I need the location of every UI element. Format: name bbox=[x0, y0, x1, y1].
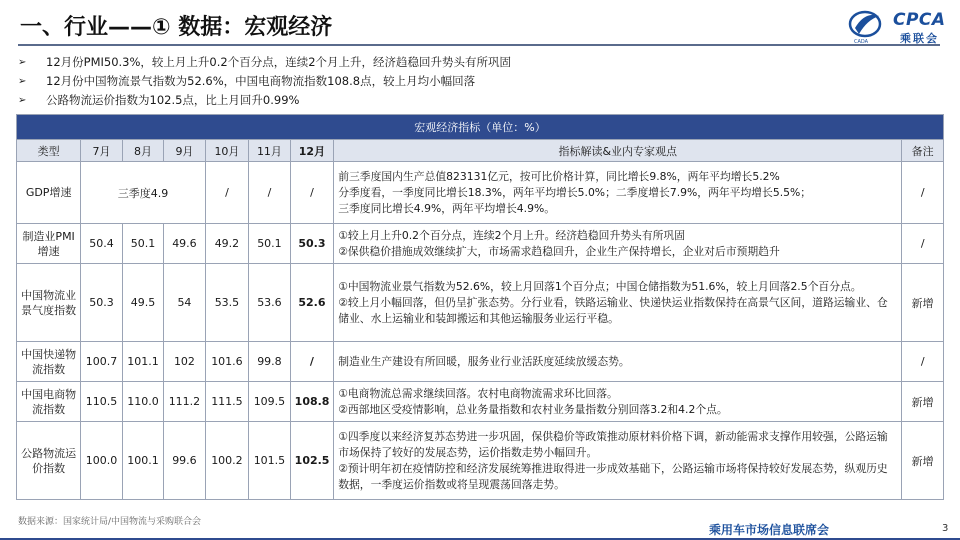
svg-text:CADA: CADA bbox=[854, 39, 869, 45]
cell-value: 101.5 bbox=[249, 422, 290, 500]
row-type-express: 中国快递物流指数 bbox=[17, 342, 81, 382]
title-divider bbox=[18, 44, 940, 46]
cell-value-dec: 108.8 bbox=[290, 382, 334, 422]
cell-value: 102 bbox=[164, 342, 205, 382]
gdp-q3-value: 三季度4.9 bbox=[81, 162, 205, 224]
interp-pmi: ①较上月上升0.2个百分点，连续2个月上升。经济趋稳回升势头有所巩固 ②保供稳价措施成效继续扩大，市场需求趋稳回升，企业生产保持增长，企业对后市预期趋升 bbox=[334, 224, 902, 264]
note-cell: / bbox=[902, 162, 944, 224]
footer-org-name: 乘用车市场信息联席会 bbox=[709, 523, 830, 537]
table-row bbox=[17, 162, 944, 224]
row-type-road-freight: 公路物流运价指数 bbox=[17, 422, 81, 500]
col-header-dec: 12月 bbox=[290, 140, 334, 162]
col-header-type: 类型 bbox=[17, 140, 81, 162]
cell-value: 99.8 bbox=[249, 342, 290, 382]
cell-value: 50.1 bbox=[122, 224, 163, 264]
cell-value: 50.3 bbox=[81, 264, 122, 342]
cell-value: 100.2 bbox=[205, 422, 249, 500]
bullet-item: ➢ 12月份PMI50.3%，较上月上升0.2个百分点，连续2个月上升，经济趋稳回升势头有所巩固 bbox=[18, 53, 918, 72]
cell-value: 53.5 bbox=[205, 264, 249, 342]
note-cell: / bbox=[902, 224, 944, 264]
cell-value: 99.6 bbox=[164, 422, 205, 500]
cell-value: 100.7 bbox=[81, 342, 122, 382]
table-row bbox=[17, 422, 944, 500]
arrow-bullet-icon: ➢ bbox=[18, 57, 27, 68]
note-cell: 新增 bbox=[902, 264, 944, 342]
arrow-bullet-icon: ➢ bbox=[18, 95, 27, 106]
data-source-note: 数据来源：国家统计局/中国物流与采购联合会 bbox=[18, 517, 202, 527]
interp-road-freight: ①四季度以来经济复苏态势进一步巩固，保供稳价等政策推动原材料价格下调，新动能需求支撑作用较强，公路运输市场保持了较好的发展态势，运价指数走势小幅回升。 ②预计明年初在疫情防控和经济发展统筹推进取得进一步成效基础下，公路运输市场将保持较好发展态势，纵观历史数据，一季度运价指数或将呈现震荡回落走势。 bbox=[334, 422, 902, 500]
col-header-oct: 10月 bbox=[205, 140, 249, 162]
bullet-item: ➢ 公路物流运价指数为102.5点，比上月回升0.99% bbox=[18, 91, 918, 110]
cell-value: / bbox=[205, 162, 249, 224]
row-type-logistics-prosperity: 中国物流业景气度指数 bbox=[17, 264, 81, 342]
summary-bullets bbox=[18, 53, 918, 110]
cell-value-dec: 102.5 bbox=[290, 422, 334, 500]
cell-value: 110.5 bbox=[81, 382, 122, 422]
note-cell: 新增 bbox=[902, 422, 944, 500]
cell-value: 54 bbox=[164, 264, 205, 342]
logo-cpca-text: CPCA bbox=[893, 10, 946, 30]
interp-express: 制造业生产建设有所回暖，服务业行业活跃度延续放缓态势。 bbox=[334, 342, 902, 382]
col-header-note: 备注 bbox=[902, 140, 944, 162]
cell-value: 50.1 bbox=[249, 224, 290, 264]
cell-value: / bbox=[290, 162, 334, 224]
cell-value: 100.1 bbox=[122, 422, 163, 500]
bullet-item: ➢ 12月份中国物流景气指数为52.6%，中国电商物流指数108.8点，较上月均小幅回落 bbox=[18, 72, 918, 91]
cell-value: 109.5 bbox=[249, 382, 290, 422]
cell-value-dec: 52.6 bbox=[290, 264, 334, 342]
row-type-gdp: GDP增速 bbox=[17, 162, 81, 224]
row-type-pmi: 制造业PMI增速 bbox=[17, 224, 81, 264]
cell-value: 49.2 bbox=[205, 224, 249, 264]
cell-value: 111.2 bbox=[164, 382, 205, 422]
col-header-interpretation: 指标解读&业内专家观点 bbox=[334, 140, 902, 162]
table-row bbox=[17, 382, 944, 422]
logo-sub-text: 乘联会 bbox=[900, 32, 939, 45]
cell-value: 53.6 bbox=[249, 264, 290, 342]
cell-value: 49.6 bbox=[164, 224, 205, 264]
table-row bbox=[17, 224, 944, 264]
cell-value: 101.6 bbox=[205, 342, 249, 382]
col-header-sep: 9月 bbox=[164, 140, 205, 162]
note-cell: / bbox=[902, 342, 944, 382]
row-type-ecommerce: 中国电商物流指数 bbox=[17, 382, 81, 422]
note-cell: 新增 bbox=[902, 382, 944, 422]
interp-ecommerce: ①电商物流总需求继续回落。农村电商物流需求环比回落。 ②西部地区受疫情影响，总业务量指数和农村业务量指数分别回落3.2和4.2个点。 bbox=[334, 382, 902, 422]
interp-logistics-prosperity: ①中国物流业景气指数为52.6%，较上月回落1个百分点；中国仓储指数为51.6%，较上月回落2.5个百分点。 ②较上月小幅回落，但仍呈扩张态势。分行业看，铁路运输业、快递快运业指数保持在高景气区间，道路运输业、仓储业、水上运输业和装卸搬运和其他运输服务业运行平稳。 bbox=[334, 264, 902, 342]
table-row bbox=[17, 342, 944, 382]
col-header-jul: 7月 bbox=[81, 140, 122, 162]
cell-value: / bbox=[249, 162, 290, 224]
cell-value: 100.0 bbox=[81, 422, 122, 500]
cell-value-dec: / bbox=[290, 342, 334, 382]
page-number: 3 bbox=[942, 523, 949, 534]
cell-value: 111.5 bbox=[205, 382, 249, 422]
table-header-row bbox=[17, 140, 944, 162]
col-header-aug: 8月 bbox=[122, 140, 163, 162]
col-header-nov: 11月 bbox=[249, 140, 290, 162]
cell-value: 49.5 bbox=[122, 264, 163, 342]
cell-value: 110.0 bbox=[122, 382, 163, 422]
macro-indicator-table bbox=[16, 114, 944, 500]
arrow-bullet-icon: ➢ bbox=[18, 76, 27, 87]
cell-value: 50.4 bbox=[81, 224, 122, 264]
cell-value: 101.1 bbox=[122, 342, 163, 382]
cell-value-dec: 50.3 bbox=[290, 224, 334, 264]
interp-gdp: 前三季度国内生产总值823131亿元，按可比价格计算，同比增长9.8%，两年平均增长5.2% 分季度看，一季度同比增长18.3%，两年平均增长5.0%；二季度增长7.9%，两年平均增长5.5%； 三季度同比增长4.9%，两年平均增长4.9%。 bbox=[334, 162, 902, 224]
table-row bbox=[17, 264, 944, 342]
page-title: 一、行业——① 数据：宏观经济 bbox=[20, 15, 333, 40]
table-title: 宏观经济指标（单位：%） bbox=[17, 115, 944, 140]
